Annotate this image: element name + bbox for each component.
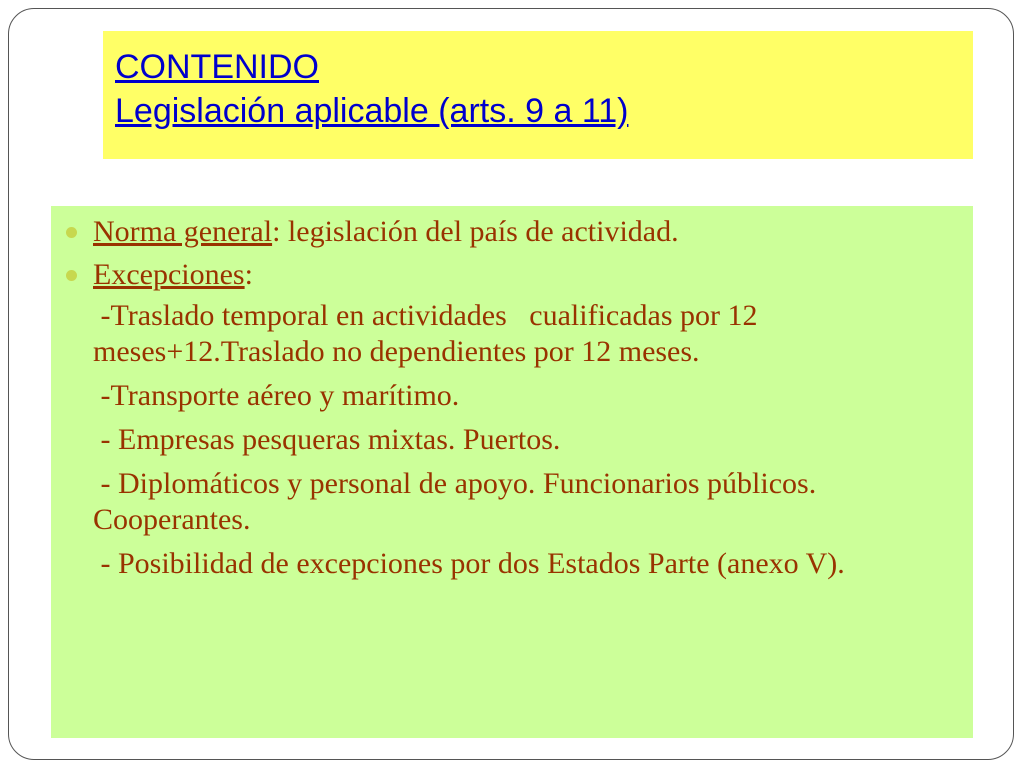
bullet-dot-icon: [66, 270, 77, 281]
exception-item: - Posibilidad de excepciones por dos Estados Parte (anexo V).: [93, 547, 845, 580]
bullet-dot-icon: [66, 227, 77, 238]
bullet-text: : legislación del país de actividad.: [272, 215, 679, 248]
title-box: [103, 31, 973, 159]
content-box: [51, 206, 973, 738]
bullet-norma-general: [61, 212, 953, 252]
bullet-term: Excepciones: [93, 258, 245, 291]
bullet-text: :: [244, 258, 253, 291]
bullet-term: Norma general: [93, 215, 273, 248]
title-line-contenido: CONTENIDO: [115, 48, 319, 86]
exception-item: -Traslado temporal en actividades cualificadas por 12 meses+12.Traslado no dependientes por 12 meses.: [93, 299, 766, 368]
exception-item: -Transporte aéreo y marítimo.: [93, 379, 460, 412]
title-line-legislacion: Legislación aplicable (arts. 9 a 11): [115, 92, 629, 130]
exception-item: - Diplomáticos y personal de apoyo. Funcionarios públicos. Cooperantes.: [93, 467, 824, 536]
exception-item: - Empresas pesqueras mixtas. Puertos.: [93, 423, 561, 456]
bullet-excepciones: [61, 255, 953, 295]
